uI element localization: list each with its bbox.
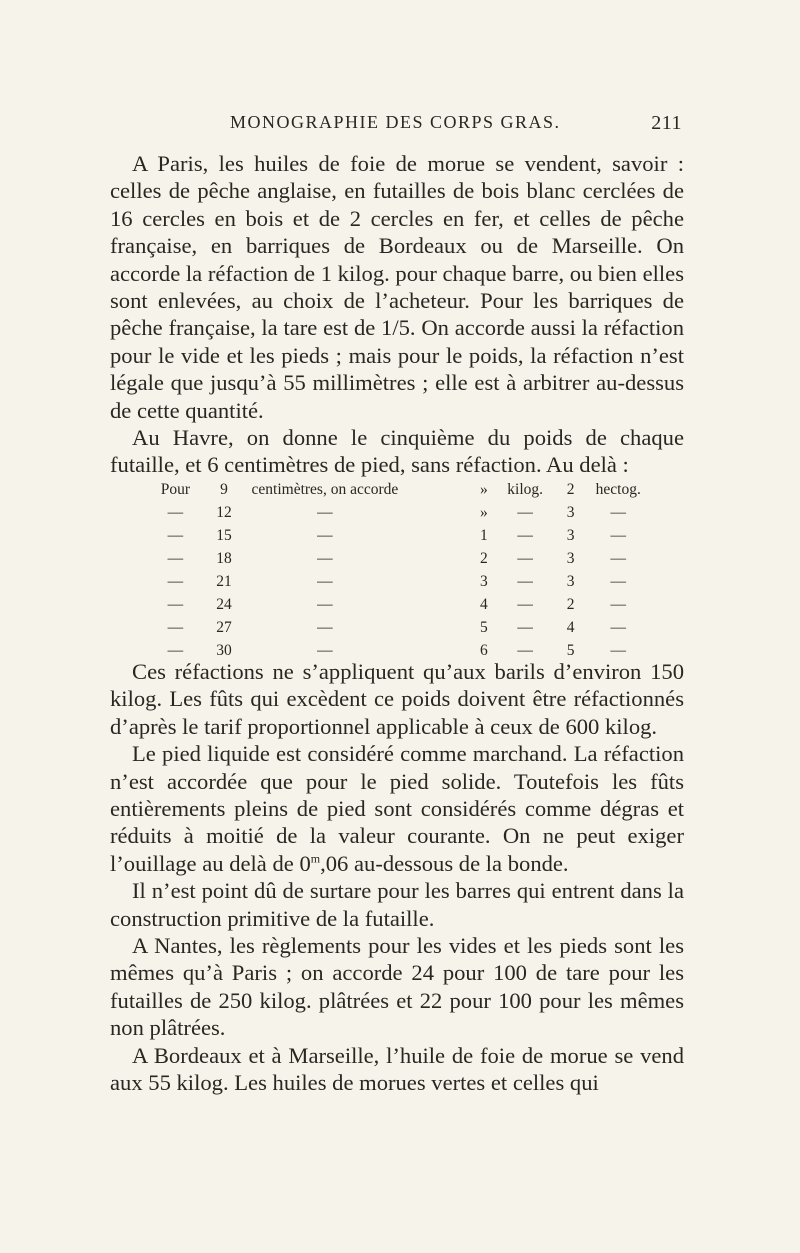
running-title: MONOGRAPHIE DES CORPS GRAS. (230, 112, 561, 132)
table-cell: 6 (480, 641, 488, 659)
table-cell: 2 (480, 549, 488, 567)
table-spacer (403, 570, 473, 593)
table-cell: 3 (566, 572, 575, 590)
table-cell: — (610, 526, 626, 544)
pied-liquide-tail: ,06 au-dessous de la bonde. (320, 850, 569, 876)
table-row (150, 616, 650, 639)
unit-superscript: m (310, 851, 321, 866)
table-cell: 4 (480, 595, 488, 613)
table-cell: hectog. (595, 480, 641, 498)
table-cell: — (317, 549, 333, 567)
table-row (150, 524, 650, 547)
table-cell: 9 (220, 480, 228, 498)
table-cell: 12 (216, 503, 232, 521)
table-cell: — (317, 503, 333, 521)
table-cell: — (317, 595, 333, 613)
table-row (150, 478, 650, 501)
table-cell: kilog. (507, 480, 544, 498)
table-cell: — (517, 549, 533, 567)
table-cell: centimètres, on accorde (251, 480, 399, 498)
paragraph-havre: Au Havre, on donne le cinquième du poids de chaque futaille, et 6 centimètres de pied, sans réfaction. Au delà : (110, 425, 684, 478)
tare-table (150, 478, 650, 662)
table-spacer (403, 593, 473, 616)
text-block-before-table (110, 150, 684, 479)
table-cell: — (610, 572, 626, 590)
table-row (150, 593, 650, 616)
table-cell: 18 (216, 549, 232, 567)
table-cell: — (167, 549, 184, 567)
table-cell: — (317, 526, 333, 544)
table-cell: — (610, 549, 626, 567)
table-spacer (403, 524, 473, 547)
table-cell: — (167, 503, 184, 521)
table-cell: — (317, 641, 333, 659)
table-cell: — (317, 572, 333, 590)
table-row (150, 501, 650, 524)
table-cell: — (610, 641, 626, 659)
table-cell: 5 (566, 641, 575, 659)
pied-liquide-text: Le pied liquide est considéré comme marchand. La réfaction n’est accordée que pour le pied solide. Toutefois les fûts entièrements pleins de pied sont considérés comme dégras et réduits à moitié de la valeur courante. On ne peut exiger l’ouillage au delà de 0 (110, 741, 684, 876)
table-cell: 3 (480, 572, 488, 590)
table-cell: 3 (566, 526, 575, 544)
table-cell: 15 (216, 526, 232, 544)
text-block-after-table (110, 658, 684, 1097)
paragraph-paris: A Paris, les huiles de foie de morue se vendent, savoir : celles de pêche anglaise, en futailles de bois blanc cerclées de 16 cercles en bois et de 2 cercles en fer, et celles de pêche française, en barriques de Bordeaux ou de Marseille. On accorde la réfaction de 1 kilog. pour chaque barre, ou bien elles sont enlevées, au choix de l’acheteur. Pour les barriques de pêche française, la tare est de 1/5. On accorde aussi la réfaction pour le vide et les pieds ; mais pour le poids, la réfaction n’est légale que jusqu’à 55 millimètres ; elle est à arbitrer au-dessus de cette quantité. (110, 151, 685, 423)
table-cell: — (167, 526, 184, 544)
table-cell: 27 (216, 618, 232, 636)
table-cell: — (610, 503, 626, 521)
table-cell: — (167, 641, 184, 659)
table-cell: — (517, 595, 533, 613)
page-number: 211 (651, 112, 682, 134)
table-cell: — (317, 618, 333, 636)
paragraph-pied-liquide (110, 740, 684, 877)
table-spacer (403, 547, 473, 570)
running-header (112, 112, 682, 142)
paragraph-bordeaux: A Bordeaux et à Marseille, l’huile de foie de morue se vend aux 55 kilog. Les huiles de morues vertes et celles qui (110, 1042, 684, 1096)
table-cell: » (480, 503, 488, 521)
table-cell: — (517, 572, 533, 590)
table-cell: 3 (566, 549, 575, 567)
table-spacer (403, 478, 473, 501)
table-cell: 4 (566, 618, 575, 636)
table-cell: — (167, 572, 184, 590)
table-cell: 30 (216, 641, 232, 659)
table-cell: — (517, 641, 533, 659)
table-cell: » (480, 480, 488, 498)
table-cell: 24 (216, 595, 232, 613)
table-cell: — (610, 595, 626, 613)
table-cell: — (167, 618, 184, 636)
table-cell: — (517, 503, 533, 521)
table-cell: 1 (480, 526, 488, 544)
table-cell: 21 (216, 572, 232, 590)
table-cell: Pour (160, 480, 191, 498)
table-cell: 5 (480, 618, 488, 636)
table-row (150, 547, 650, 570)
table-spacer (403, 616, 473, 639)
table-cell: 3 (566, 503, 575, 521)
table-cell: 2 (566, 480, 575, 498)
table-cell: — (167, 595, 184, 613)
table-spacer (403, 501, 473, 524)
paragraph-refactions: Ces réfactions ne s’appliquent qu’aux barils d’environ 150 kilog. Les fûts qui excèdent ce poids doivent être réfactionnés d’après le tarif proportionnel applicable à ceux de 600 kilog. (110, 659, 684, 739)
table-cell: — (517, 618, 533, 636)
paragraph-nantes: A Nantes, les règlements pour les vides et les pieds sont les mêmes qu’à Paris ; on accorde 24 pour 100 de tare pour les futailles de 250 kilog. plâtrées et 22 pour 100 pour les mêmes non plâtrées. (110, 933, 684, 1041)
paragraph-surtare: Il n’est point dû de surtare pour les barres qui entrent dans la construction primitive de la futaille. (110, 878, 684, 931)
table-cell: — (517, 526, 533, 544)
table-cell: 2 (566, 595, 575, 613)
table-cell: — (610, 618, 626, 636)
table-row (150, 570, 650, 593)
